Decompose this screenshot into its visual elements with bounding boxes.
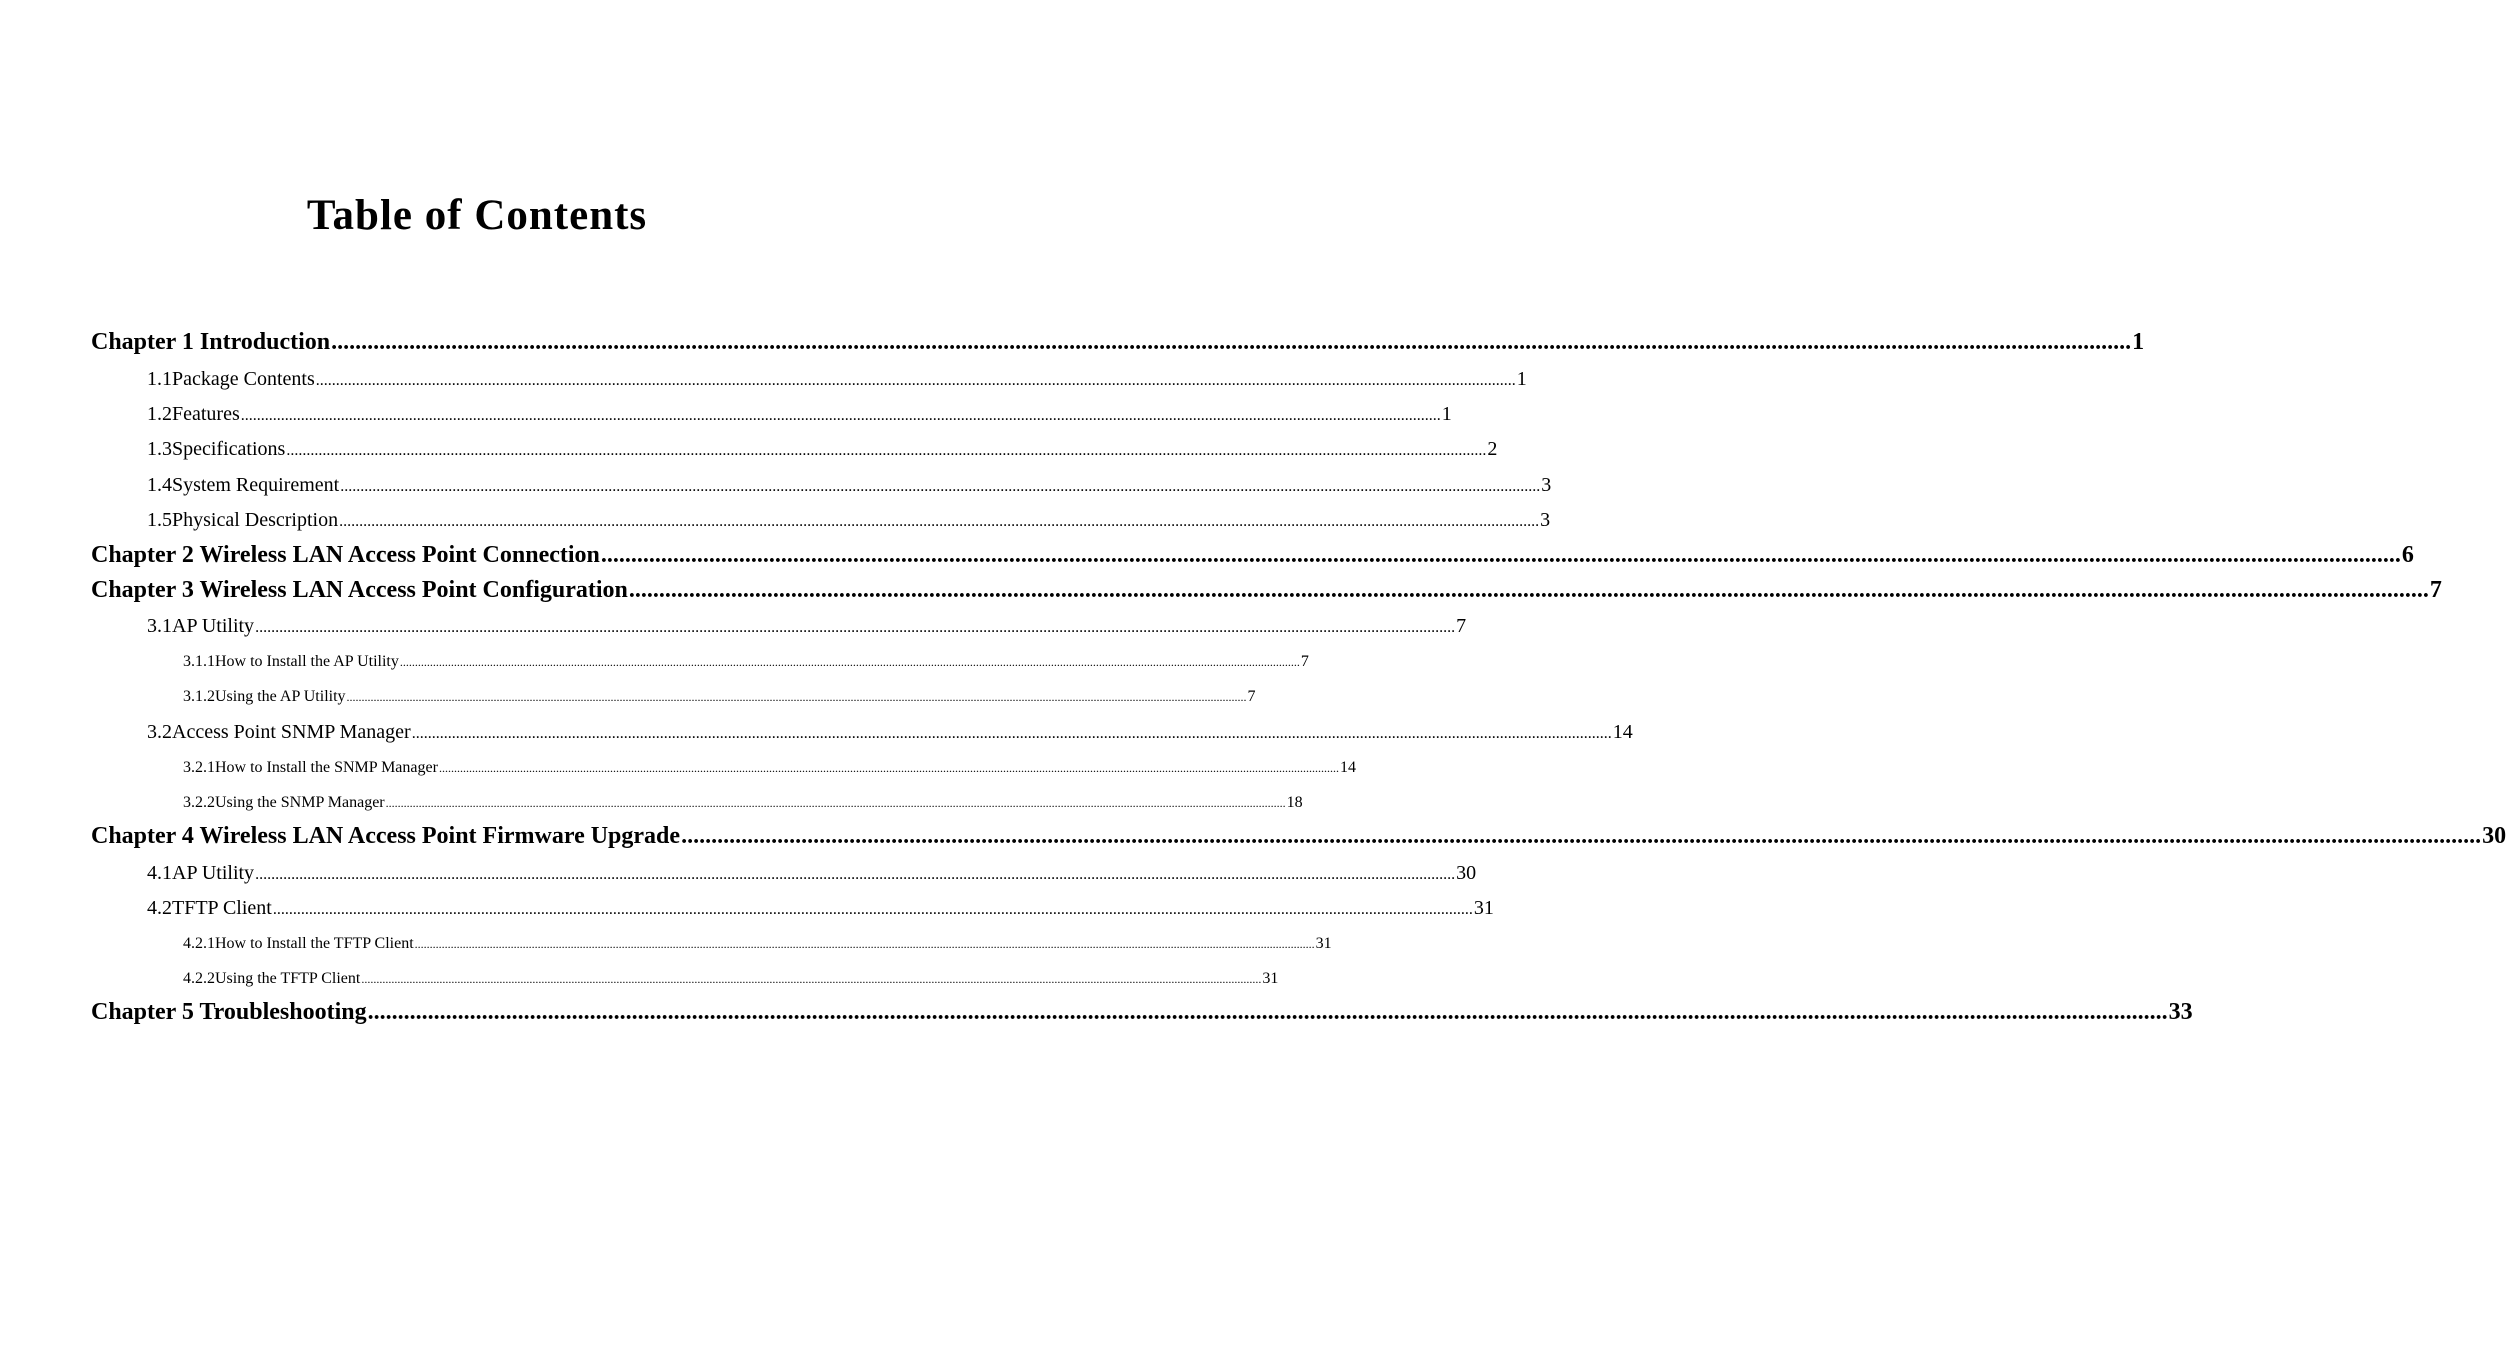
toc-entry-title: Using the AP Utility — [215, 688, 346, 705]
toc-entry-title: Chapter 2 Wireless LAN Access Point Connection — [91, 542, 600, 568]
toc-entry-number: 1.5 — [147, 509, 172, 531]
toc-dot-leader: ............................................................................................................................................................................................................................................................................................................ — [255, 619, 1456, 636]
toc-entry-page: 7 — [1300, 653, 1309, 670]
toc-dot-leader: ............................................................................................................................................................................................................................................................................................................ — [600, 542, 2401, 568]
toc-entry[interactable] — [91, 539, 2414, 571]
toc-dot-leader: ............................................................................................................................................................................................................................................................................................................ — [339, 513, 1540, 530]
toc-entry[interactable] — [183, 686, 1256, 708]
toc-entry-number: 1.3 — [147, 438, 172, 460]
toc-entry[interactable] — [147, 471, 1552, 499]
toc-entry-title: How to Install the TFTP Client — [215, 935, 414, 952]
toc-entry-number: 3.2 — [147, 721, 172, 743]
toc-entry-number: 1.1 — [147, 368, 172, 390]
toc-entry-title: System Requirement — [172, 474, 340, 496]
toc-dot-leader: ............................................................................................................................................................................................................................................................................................................ — [340, 478, 1541, 495]
toc-dot-leader: ............................................................................................................................................................................................................................................................................................................ — [240, 407, 1441, 424]
toc-entry[interactable] — [147, 506, 1551, 534]
toc-entry[interactable] — [91, 326, 2145, 358]
toc-dot-leader: ............................................................................................................................................................................................................................................................................................................ — [399, 655, 1300, 669]
toc-entry-page: 14 — [1612, 721, 1633, 743]
toc-entry-page: 31 — [1473, 897, 1494, 919]
toc-entry-title: Using the TFTP Client — [215, 970, 361, 987]
toc-entry-number: 4.2.1 — [183, 935, 215, 952]
toc-dot-leader: ............................................................................................................................................................................................................................................................................................................ — [331, 329, 2132, 355]
toc-entry-page: 3 — [1541, 474, 1552, 496]
toc-dot-leader: ............................................................................................................................................................................................................................................................................................................ — [681, 823, 2482, 849]
toc-entry[interactable] — [147, 400, 1452, 428]
toc-entry-title: TFTP Client — [172, 897, 272, 919]
toc-entry-title: Chapter 5 Troubleshooting — [91, 999, 367, 1025]
toc-entry[interactable] — [183, 651, 1309, 673]
toc-entry-number: 3.1.1 — [183, 653, 215, 670]
toc-entry-number: 4.2.2 — [183, 970, 215, 987]
toc-dot-leader: ............................................................................................................................................................................................................................................................................................................ — [385, 796, 1286, 810]
toc-entry[interactable] — [183, 933, 1332, 955]
toc-entry[interactable] — [183, 792, 1303, 814]
toc-entry-page: 2 — [1487, 438, 1498, 460]
toc-entry[interactable] — [147, 859, 1477, 887]
toc-entry-page: 18 — [1286, 794, 1303, 811]
toc-dot-leader: ............................................................................................................................................................................................................................................................................................................ — [272, 901, 1473, 918]
toc-entry[interactable] — [91, 996, 2193, 1028]
toc-entry-page: 7 — [1456, 615, 1467, 637]
toc-entry[interactable] — [147, 435, 1498, 463]
toc-entry[interactable] — [91, 574, 2442, 606]
toc-entry-page: 1 — [2132, 329, 2145, 355]
toc-entry-page: 31 — [1315, 935, 1332, 952]
toc-entry-title: Physical Description — [172, 509, 339, 531]
toc-entry[interactable] — [147, 894, 1494, 922]
toc-entry[interactable] — [147, 612, 1467, 640]
toc-entry-number: 1.2 — [147, 403, 172, 425]
page-title: Table of Contents — [306, 192, 648, 239]
toc-entry[interactable] — [183, 757, 1356, 779]
toc-entry-title: AP Utility — [172, 615, 255, 637]
toc-entry-title: Features — [172, 403, 240, 425]
toc-entry-number: 3.2.1 — [183, 759, 215, 776]
toc-entry-title: Package Contents — [172, 368, 315, 390]
toc-dot-leader: ............................................................................................................................................................................................................................................................................................................ — [367, 999, 2168, 1025]
toc-dot-leader: ............................................................................................................................................................................................................................................................................................................ — [628, 577, 2429, 603]
toc-entry-title: How to Install the AP Utility — [215, 653, 399, 670]
toc-entry-page: 6 — [2401, 542, 2414, 568]
toc-entry-title: Using the SNMP Manager — [215, 794, 385, 811]
toc-dot-leader: ............................................................................................................................................................................................................................................................................................................ — [361, 972, 1262, 986]
toc-entry-page: 3 — [1540, 509, 1551, 531]
toc-entry-number: 3.1 — [147, 615, 172, 637]
toc-entry-number: 3.2.2 — [183, 794, 215, 811]
toc-dot-leader: ............................................................................................................................................................................................................................................................................................................ — [411, 725, 1612, 742]
toc-entry-page: 7 — [1247, 688, 1256, 705]
toc-dot-leader: ............................................................................................................................................................................................................................................................................................................ — [286, 442, 1487, 459]
toc-entry-page: 1 — [1441, 403, 1452, 425]
toc-entry-page: 30 — [1456, 862, 1477, 884]
toc-entry[interactable] — [91, 820, 2506, 852]
toc-entry[interactable] — [147, 718, 1633, 746]
toc-dot-leader: ............................................................................................................................................................................................................................................................................................................ — [255, 866, 1456, 883]
toc-dot-leader: ............................................................................................................................................................................................................................................................................................................ — [315, 372, 1516, 389]
toc-dot-leader: ............................................................................................................................................................................................................................................................................................................ — [346, 690, 1247, 704]
toc-entry-title: Chapter 4 Wireless LAN Access Point Firmware Upgrade — [91, 823, 681, 849]
toc-entry-page: 33 — [2168, 999, 2193, 1025]
toc-entry-page: 31 — [1262, 970, 1279, 987]
toc-entry-title: Chapter 3 Wireless LAN Access Point Configuration — [91, 577, 628, 603]
toc-entry-number: 4.1 — [147, 862, 172, 884]
toc-entry-title: Access Point SNMP Manager — [172, 721, 411, 743]
toc-dot-leader: ............................................................................................................................................................................................................................................................................................................ — [438, 761, 1339, 775]
toc-entry-page: 30 — [2482, 823, 2506, 849]
toc-entry-title: Chapter 1 Introduction — [91, 329, 331, 355]
toc-entry-page: 7 — [2429, 577, 2442, 603]
toc-entry-page: 1 — [1516, 368, 1527, 390]
toc-entry-number: 3.1.2 — [183, 688, 215, 705]
toc-entry[interactable] — [183, 968, 1279, 990]
toc-entry[interactable] — [147, 365, 1527, 393]
toc-dot-leader: ............................................................................................................................................................................................................................................................................................................ — [414, 937, 1315, 951]
toc-entry-page: 14 — [1339, 759, 1356, 776]
toc-entry-number: 4.2 — [147, 897, 172, 919]
toc-entry-title: How to Install the SNMP Manager — [215, 759, 438, 776]
toc-entry-number: 1.4 — [147, 474, 172, 496]
toc-entry-title: AP Utility — [172, 862, 255, 884]
toc-entry-title: Specifications — [172, 438, 286, 460]
